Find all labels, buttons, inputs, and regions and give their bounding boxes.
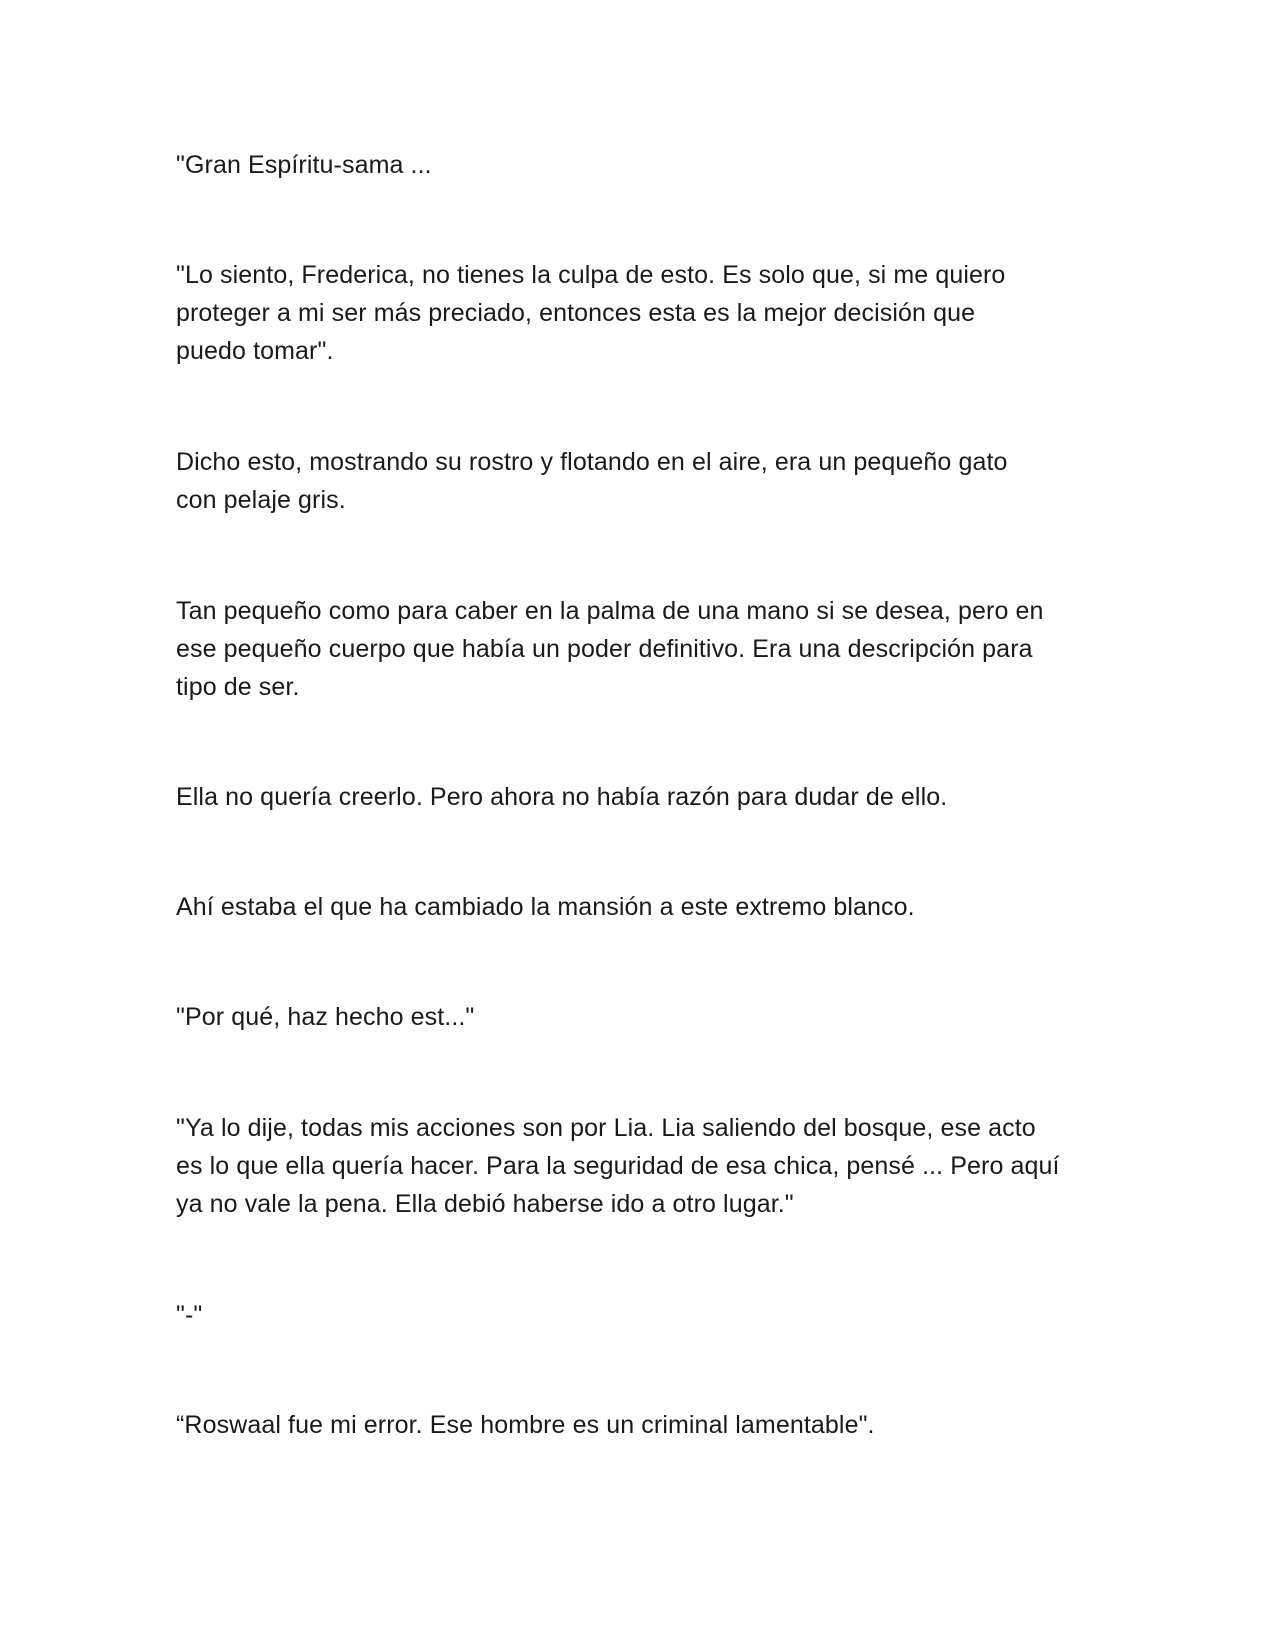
paragraph-tan-pequeno: Tan pequeño como para caber en la palma de una mano si se desea, pero en ese pequeño cuerpo que había un poder definitivo. Era una descripción para tipo de ser. (176, 597, 1044, 701)
paragraph-ya-lo-dije: "Ya lo dije, todas mis acciones son por Lia. Lia saliendo del bosque, ese acto es lo que ella quería hacer. Para la seguridad de esa chica, pensé ... Pero aquí ya no vale la pena. Ella debió haberse ido a otro lugar." (176, 1114, 1060, 1218)
paragraph-por-que: "Por qué, haz hecho est..." (176, 1003, 475, 1031)
paragraph-gran-espiritu: "Gran Espíritu-sama ... (176, 151, 432, 179)
paragraph-dash: "-" (176, 1301, 203, 1329)
paragraph-ella-no-queria: Ella no quería creerlo. Pero ahora no había razón para dudar de ello. (176, 783, 948, 811)
paragraph-roswaal: “Roswaal fue mi error. Ese hombre es un criminal lamentable". (176, 1411, 875, 1439)
paragraph-dicho-esto: Dicho esto, mostrando su rostro y flotando en el aire, era un pequeño gato con pelaje gris. (176, 448, 1008, 514)
paragraph-lo-siento: "Lo siento, Frederica, no tienes la culpa de esto. Es solo que, si me quiero proteger a mi ser más preciado, entonces esta es la mejor decisión que puedo tomar". (176, 261, 1006, 365)
paragraph-ahi-estaba: Ahí estaba el que ha cambiado la mansión a este extremo blanco. (176, 893, 915, 921)
